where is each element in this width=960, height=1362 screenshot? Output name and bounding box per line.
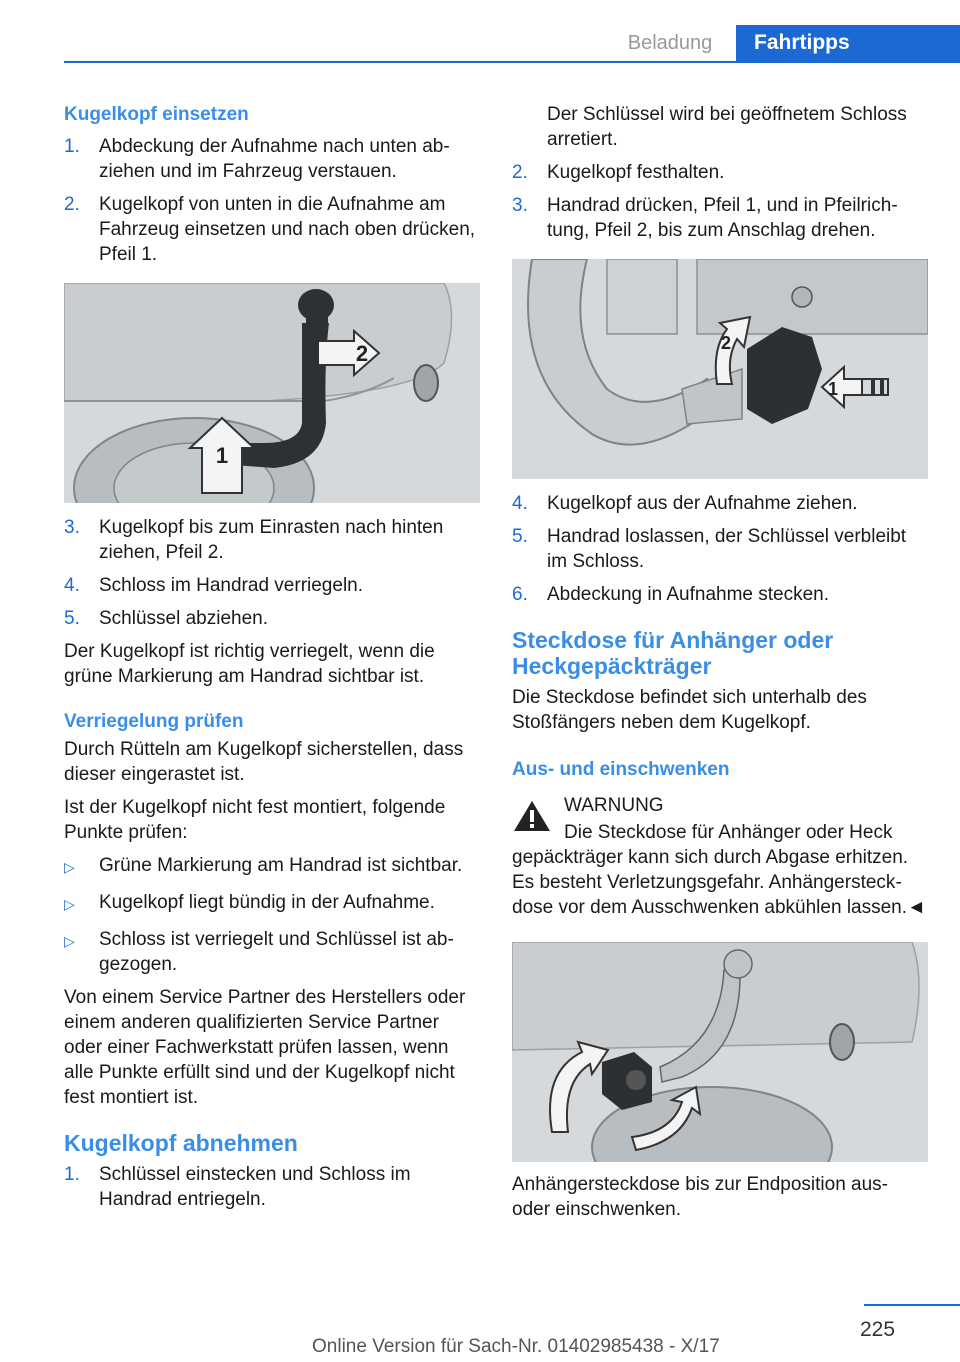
list-item (64, 134, 480, 184)
figure-socket-swivel (512, 942, 928, 1162)
check-paragraph-2: Ist der Kugelkopf nicht fest montiert, folgende Punkte prüfen: (64, 797, 446, 843)
step-number: 2. (64, 194, 80, 215)
step-text: Kugelkopf bis zum Einrasten nach hinten ziehen, Pfeil 2. (99, 517, 444, 563)
step-number: 4. (512, 493, 528, 514)
heading-kugelkopf-einsetzen: Kugelkopf einsetzen (64, 104, 249, 125)
warning-text-first-line: Die Steckdose für Anhänger oder Heck (564, 822, 893, 843)
insert-steps-list (64, 134, 480, 267)
warning-title: WARNUNG (564, 795, 664, 816)
socket-paragraph: Die Steckdose befindet sich unterhalb des Stoßfängers neben dem Kugelkopf. (512, 687, 867, 733)
list-item (64, 927, 480, 977)
heading-verriegelung-pruefen: Verriegelung prüfen (64, 711, 244, 732)
socket-swivel-illustration (512, 942, 928, 1162)
remove-steps-list (64, 1162, 480, 1212)
step-number: 6. (512, 584, 528, 605)
step-text: Kugelkopf von unten in die Aufnahme am Fahrzeug einsetzen und nach oben drücken, Pfeil 1. (99, 194, 476, 265)
left-column (64, 102, 480, 1212)
heading-aus-einschwenken: Aus- und einschwenken (512, 759, 730, 780)
fig1-arrow-label-1: 1 (215, 443, 229, 468)
list-item (64, 1162, 480, 1212)
list-item (512, 193, 928, 243)
list-item (64, 606, 480, 631)
page-number: 225 (860, 1318, 896, 1341)
list-item (64, 192, 480, 267)
insert-steps-list-continued (64, 515, 480, 631)
figure-caption: Anhängersteckdose bis zur Endposition aus- oder einschwenken. (512, 1174, 889, 1220)
step-text: Abdeckung in Aufnahme stecken. (547, 584, 830, 605)
footer-rule (864, 1304, 960, 1306)
list-item (64, 573, 480, 598)
fig2-arrow-label-1: 1 (827, 379, 839, 399)
bullet-text: Schloss ist verriegelt und Schlüssel ist abgezogen. (99, 929, 454, 975)
list-item (512, 582, 928, 607)
heading-steckdose: Steckdose für Anhänger oder Heckgepäckträger (512, 627, 834, 679)
step-text: Schlüssel abziehen. (99, 608, 268, 629)
step-text: Handrad drücken, Pfeil 1, und in Pfeilrichtung, Pfeil 2, bis zum Anschlag drehen. (547, 195, 898, 241)
list-item (512, 160, 928, 185)
triangle-bullet-icon: ▷ (64, 859, 75, 875)
right-column (512, 102, 928, 1222)
tab-chapter-fahrtipps[interactable]: Fahrtipps (736, 25, 960, 62)
warning-icon (512, 793, 564, 845)
check-list (64, 853, 480, 977)
step-text: Abdeckung der Aufnahme nach unten abziehen und im Fahrzeug verstauen. (99, 136, 450, 182)
check-paragraph-1: Durch Rütteln am Kugelkopf sicherstellen, dass dieser eingerastet ist. (64, 739, 464, 785)
step-text: Schloss im Handrad verriegeln. (99, 575, 364, 596)
step-text: Schlüssel einstecken und Schloss im Handrad entriegeln. (99, 1164, 411, 1210)
step-number: 1. (64, 1164, 80, 1185)
service-note: Von einem Service Partner des Herstellers oder einem anderen qualifizierten Service Partner oder einer Fachwerkstatt prüfen lassen, wenn alle Punkte erfüllt sind und der Kugelkopf nicht fest montiert ist. (64, 987, 466, 1108)
step-number: 2. (512, 162, 528, 183)
figure-ball-head-insert (64, 283, 480, 503)
fig2-arrow-label-2: 2 (720, 333, 732, 353)
continued-text: Der Schlüssel wird bei geöffnetem Schloss arretiert. (547, 104, 907, 150)
list-item (64, 890, 480, 917)
step-number: 4. (64, 575, 80, 596)
list-item (512, 491, 928, 516)
fig1-arrow-label-2: 2 (355, 341, 369, 366)
triangle-bullet-icon: ▷ (64, 933, 75, 949)
tab-section-beladung[interactable]: Beladung (627, 32, 713, 54)
header-rule (64, 61, 960, 63)
warning-box (512, 793, 928, 920)
step-text: Kugelkopf aus der Aufnahme ziehen. (547, 493, 858, 514)
locked-note: Der Kugelkopf ist richtig verriegelt, wenn die grüne Markierung am Handrad sichtbar ist. (64, 641, 435, 687)
step-number: 3. (64, 517, 80, 538)
list-item (64, 515, 480, 565)
step-number: 3. (512, 195, 528, 216)
figure-handwheel-release (512, 259, 928, 479)
step-number: 5. (64, 608, 80, 629)
step-text: Kugelkopf festhalten. (547, 162, 725, 183)
list-item (64, 853, 480, 880)
bullet-text: Grüne Markierung am Handrad ist sichtbar. (99, 855, 463, 876)
warning-text: gepäckträger kann sich durch Abgase erhitzen. Es besteht Verletzungsgefahr. Anhängersteckdose vor dem Ausschwenken abkühlen lassen.◄ (512, 847, 926, 918)
list-item (512, 524, 928, 574)
remove-steps-list-end (512, 491, 928, 607)
warning-header (512, 793, 928, 845)
heading-kugelkopf-abnehmen: Kugelkopf abnehmen (64, 1130, 298, 1156)
remove-steps-list-continued (512, 160, 928, 243)
triangle-bullet-icon: ▷ (64, 896, 75, 912)
online-version-note: Online Version für Sach-Nr. 01402985438 - X/17 (312, 1336, 720, 1357)
ball-head-insert-illustration (64, 283, 480, 503)
step-number: 5. (512, 526, 528, 547)
step-number: 1. (64, 136, 80, 157)
bullet-text: Kugelkopf liegt bündig in der Aufnahme. (99, 892, 435, 913)
handwheel-release-illustration (512, 259, 928, 479)
step-text: Handrad loslassen, der Schlüssel verbleibt im Schloss. (547, 526, 907, 572)
